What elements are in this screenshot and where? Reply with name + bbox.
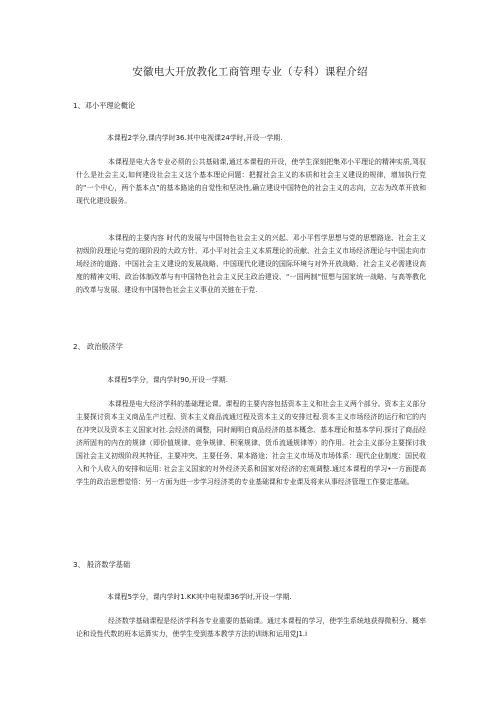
paragraph-economic-math-content: 经济数学基础课程是经济学科各专业重要的基础课。通过本课程的学习，使学生系统地获得微积分、概率论和设性代数的班本运算实力，使学生受到基本教学方法的训练和运用党J1.i — [76, 617, 426, 638]
section-intro-political-economy: 本课程5学分，课内学时90,开设一学期. — [107, 376, 228, 384]
section-intro-economic-math: 本课程5学分，课内学时1.KK其中电视课36学时,开设一学期. — [107, 593, 292, 601]
section-intro-deng-theory: 本课程2学分,课内学时36.其中电视课24学时,开设一学期. — [107, 134, 283, 142]
paragraph-deng-theory-content: 本课程的主要内容 时代的发展与中国特色社会主义的兴起、邓小平哲学思想与党的思想路途、社会主义初级阶段理论与党的现阶段的大政方针、邓小平对社会主义本质理论的贡献、社会主义市场经济理论与中国走向市场经济的道路、中国社会主义建设的发展战略、中国现代化建设的国际环境与对外开放战略、社会主义必需建设高度的精神文明、政治体制改革与有中国特色社会主义民主政治建设、“一国两制”恒想与国家统一战略、与高等教化的改革与发展、建设有中国特色社会主义事业的关链在于党. — [76, 234, 426, 294]
section-heading-economic-math: 3、 般济数学基础 — [73, 560, 131, 569]
paragraph-political-economy-content: 本课程是电大经济学科的基础理论课。课程的主要内容包括资本主义和社会主义两个部分。资本主义部分主要探讨资本主义商品生产过程、资本主义商品流通过程及资本主义的安排过程.资本主义市场经济的运行和它的内在冲突以及资本主义国家对社.会经济的调整，同时阐明白商品经济的基本概念、基本理论和基本学问.探讨了商品经济所固有的内在的规律（即价值规律、竞争规律、积案规律、货币流通规律等）的作用。社会主义部分主要探讨我国社会主义初级阶段其特征、主要冲突、主要任务、果本路途；社会主义市场及市场体系：现代企业制度：国民收入和个人收入的安排和运用: 社会主义国家的对外经济关系和国家对经济的宏观调整.通过本课程的学习•一方面提高学生的政治思想觉悟：另一方面为进一步学习经济类的专业基础课和专业课及将来从事经济管理工作要定基础。 — [76, 400, 426, 486]
section-heading-deng-theory: 1、邓小平理论概论 — [73, 101, 136, 110]
paragraph-deng-theory-purpose: 本课程是电大各专业必须的公共基础课,通过本课程的开设，使学生深刻把集邓小平理论的精神实质,驾驭什么是社会主义,如何建设社会主义这个基本理论问题：把握社会主义的本质和社会主义建设的规律，增加执行党的“一个中心，两个基本点”的基本路途的自觉性和坚决性,确立建设中国特色的社会主义的志向，立志为改革开放和现代化建设服务。 — [76, 158, 426, 205]
document-title: 安徽电大开放教化工商管理专业（专科）课程介绍 — [132, 66, 368, 78]
section-heading-political-economy: 2、 政治般济学 — [73, 342, 123, 351]
